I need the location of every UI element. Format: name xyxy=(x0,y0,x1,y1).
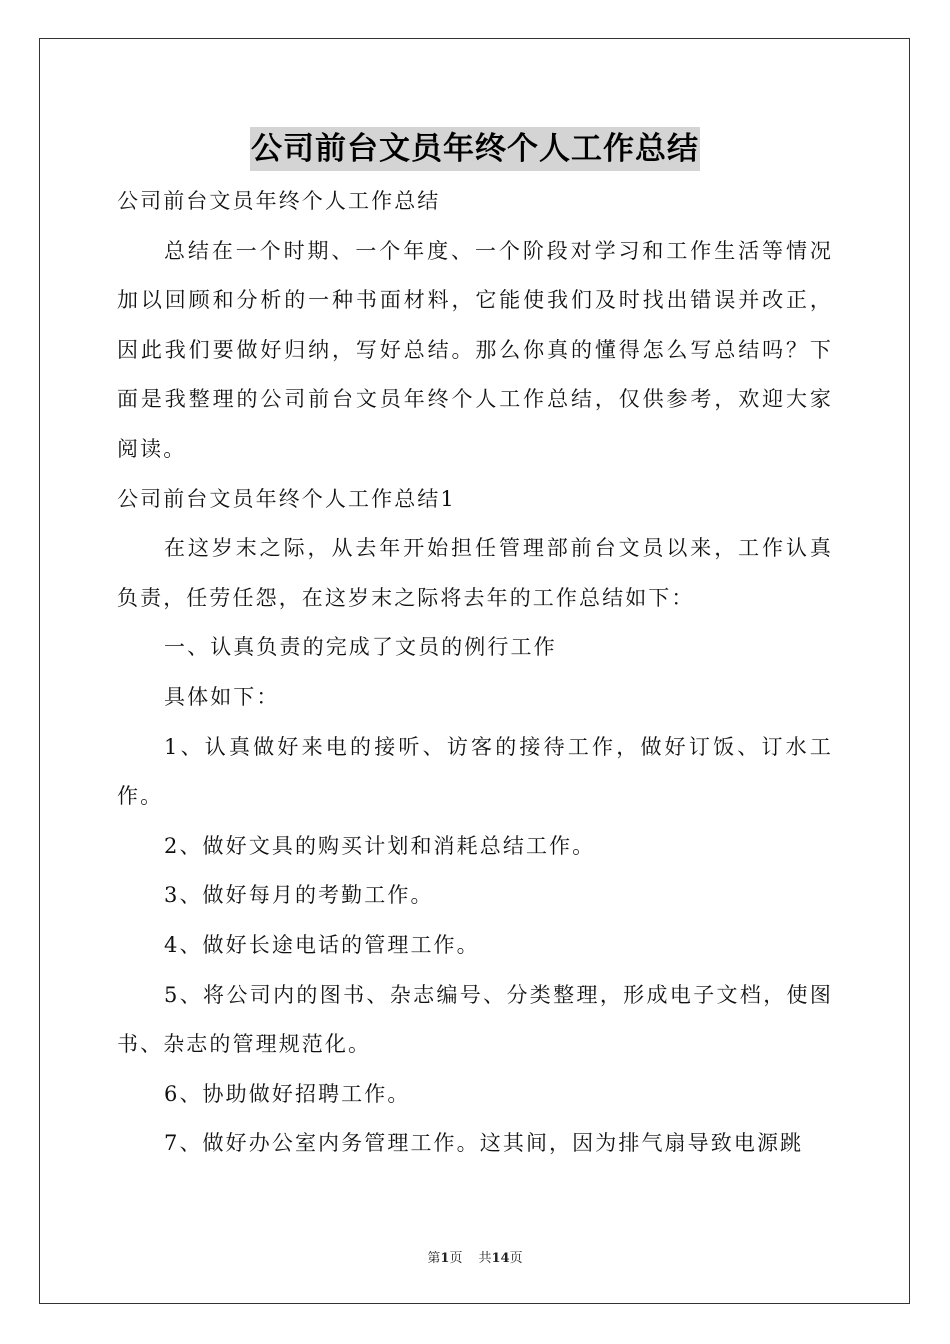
list-item: 2、做好文具的购买计划和消耗总结工作。 xyxy=(164,833,596,858)
total-prefix: 共 xyxy=(478,1251,492,1266)
list-item: 3、做好每月的考勤工作。 xyxy=(164,883,434,908)
list-item: 1、认真做好来电的接听、访客的接待工作，做好订饭、订水工作。 xyxy=(117,734,833,809)
page-number: 1 xyxy=(440,1251,450,1266)
page-suffix: 页 xyxy=(449,1251,463,1266)
paragraph: 总结在一个时期、一个年度、一个阶段对学习和工作生活等情况加以回顾和分析的一种书面材料，它能使我们及时找出错误并改正，因此我们要做好归纳，写好总结。那么你真的懂得怎么写总结吗？下面是我整理的公司前台文员年终个人工作总结，仅供参考，欢迎大家阅读。 xyxy=(117,238,833,461)
paragraph: 一、认真负责的完成了文员的例行工作 xyxy=(164,635,557,660)
paragraph: 具体如下： xyxy=(164,684,280,709)
document-title xyxy=(0,127,950,176)
list-item: 4、做好长途电话的管理工作。 xyxy=(164,932,480,957)
page-prefix: 第 xyxy=(427,1251,441,1266)
total-pages: 14 xyxy=(491,1251,510,1266)
list-item: 5、将公司内的图书、杂志编号、分类整理，形成电子文档，使图书、杂志的管理规范化。 xyxy=(117,982,833,1057)
section-heading: 公司前台文员年终个人工作总结1 xyxy=(117,486,456,511)
total-suffix: 页 xyxy=(509,1251,523,1266)
document-title-text: 公司前台文员年终个人工作总结 xyxy=(250,127,700,171)
page-footer xyxy=(0,1247,950,1266)
document-body xyxy=(117,177,833,1169)
paragraph: 公司前台文员年终个人工作总结 xyxy=(117,189,441,213)
list-item: 7、做好办公室内务管理工作。这其间，因为排气扇导致电源跳 xyxy=(164,1131,804,1156)
list-item: 6、协助做好招聘工作。 xyxy=(164,1081,411,1106)
paragraph: 在这岁末之际，从去年开始担任管理部前台文员以来，工作认真负责，任劳任怨，在这岁末之际将去年的工作总结如下： xyxy=(117,536,833,610)
